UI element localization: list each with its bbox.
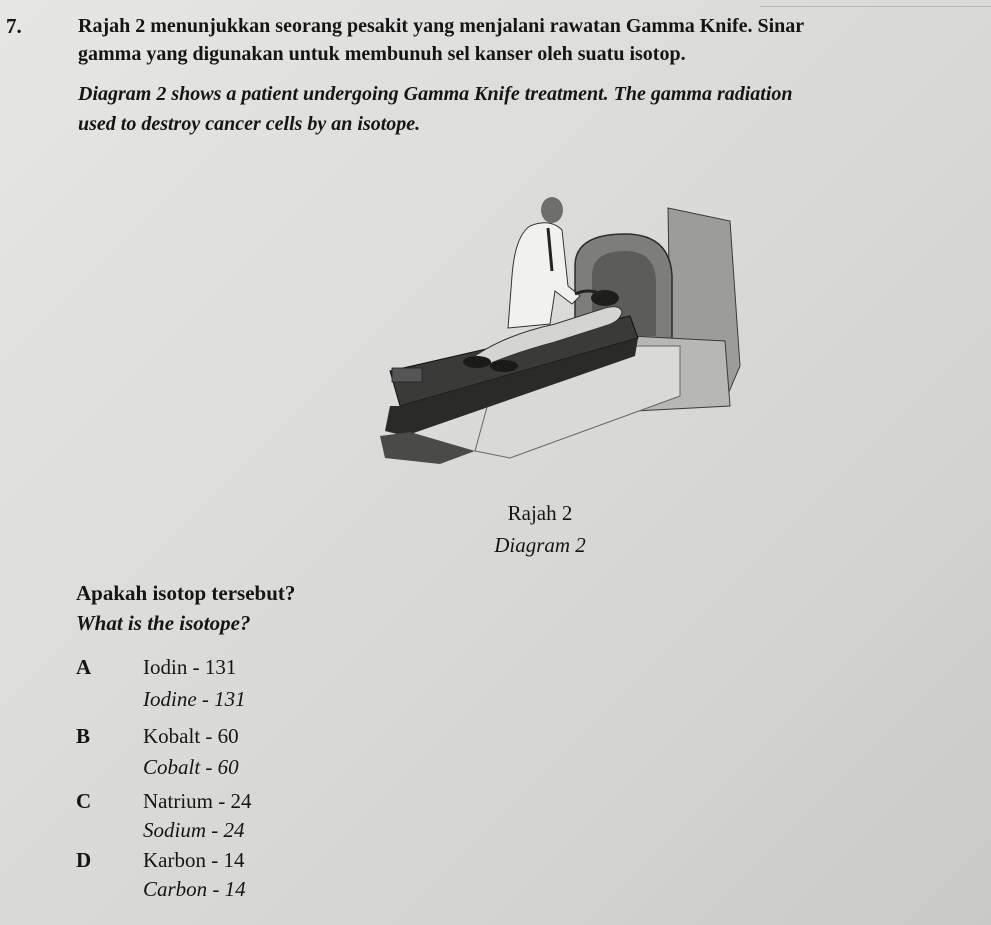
question-text-english-line-2: used to destroy cancer cells by an isotope. [78,113,421,135]
option-a-letter[interactable]: A [76,655,92,679]
diagram-caption-malay: Rajah 2 [507,501,573,525]
option-c-english[interactable]: Sodium - 24 [143,818,245,842]
option-b-malay[interactable]: Kobalt - 60 [143,724,239,748]
prompt-malay: Apakah isotop tersebut? [76,581,296,605]
question-text-english-line-1: Diagram 2 shows a patient undergoing Gamma Knife treatment. The gamma radiation [78,83,793,105]
option-b-english[interactable]: Cobalt - 60 [143,755,239,779]
option-a-malay[interactable]: Iodin - 131 [143,655,237,679]
question-text-malay-line-1: Rajah 2 menunjukkan seorang pesakit yang menjalani rawatan Gamma Knife. Sinar [78,15,805,37]
option-d-letter[interactable]: D [76,848,92,872]
gamma-knife-illustration [380,196,745,466]
option-a-english[interactable]: Iodine - 131 [143,687,246,711]
prompt-english: What is the isotope? [76,611,251,635]
option-d-malay[interactable]: Karbon - 14 [143,848,245,872]
option-b-letter[interactable]: B [76,724,91,748]
diagram-caption-english: Diagram 2 [494,533,586,557]
question-number: 7. [6,14,22,38]
page-edge-line [760,6,991,7]
option-d-english[interactable]: Carbon - 14 [143,877,246,901]
option-c-letter[interactable]: C [76,789,92,813]
option-c-malay[interactable]: Natrium - 24 [143,789,252,813]
question-text-malay-line-2: gamma yang digunakan untuk membunuh sel kanser oleh suatu isotop. [78,43,686,65]
